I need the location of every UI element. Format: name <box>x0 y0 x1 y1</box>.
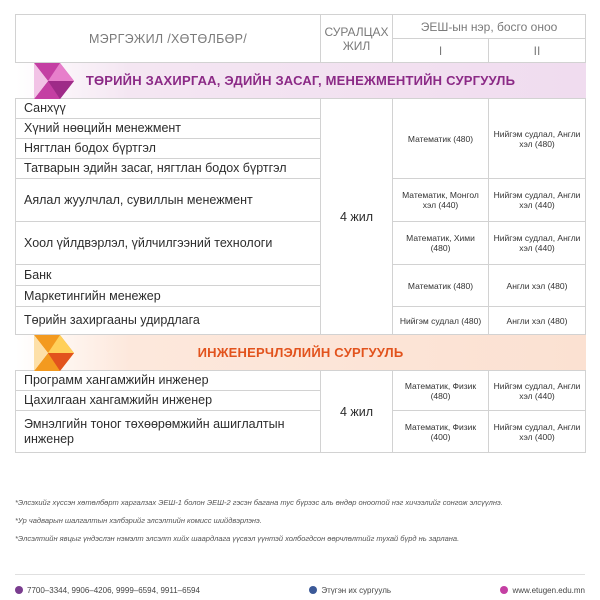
exam-1-cell: Математик, Физик (480) <box>393 371 489 411</box>
section-1-graphic <box>30 63 78 99</box>
exam-1-cell: Математик, Физик (400) <box>393 411 489 453</box>
phone-icon <box>15 586 23 594</box>
exam-1-cell: Математик, Монгол хэл (440) <box>393 179 489 222</box>
footer-phone <box>15 586 200 595</box>
exam-2-cell: Нийгэм судлал, Англи хэл (480) <box>489 99 586 179</box>
major-item: Нягтлан бодох бүртгэл <box>16 139 321 159</box>
footer-website[interactable] <box>500 586 585 595</box>
footer-divider <box>15 574 585 575</box>
major-item: Банк <box>16 265 321 286</box>
exam-2-cell: Нийгэм судлал, Англи хэл (440) <box>489 222 586 265</box>
exam-1-cell: Математик, Хими (480) <box>393 222 489 265</box>
exam-2-cell: Нийгэм судлал, Англи хэл (440) <box>489 179 586 222</box>
major-item: Цахилгаан хангамжийн инженер <box>16 391 321 411</box>
note-item: *Элсэхийг хүссэн хөтөлбөрт харгалзах ЭЕШ-1 болон ЭЕШ-2 гэсэн багана тус бүрээс аль өндөр оноотой нэг хичээлийг сонгож элсүүлнэ. <box>15 498 503 507</box>
footer-website-text[interactable]: www.etugen.edu.mn <box>512 585 585 595</box>
note-item: *Элсэлтийн явцыг үндэслэн нэмэлт элсэлт хийх шаардлага үүсвэл үүнтэй холбогдсон өөрчлөлтийг тухай бүрд нь зарлана. <box>15 534 460 543</box>
exam-2-cell: Англи хэл (480) <box>489 307 586 335</box>
section-banner-2 <box>16 335 586 371</box>
footer-facebook-text[interactable]: Этүгэн их сургууль <box>321 585 392 595</box>
header-exam-col-1: I <box>393 39 489 63</box>
header-exam: ЭЕШ-ын нэр, босго оноо <box>393 15 586 39</box>
exam-2-cell: Нийгэм судлал, Англи хэл (400) <box>489 411 586 453</box>
exam-1-cell: Нийгэм судлал (480) <box>393 307 489 335</box>
footer-phone-text: 7700–3344, 9906–4206, 9999–6594, 9911–6594 <box>27 585 200 595</box>
section-1-title: ТӨРИЙН ЗАХИРГАА, ЭДИЙН ЗАСАГ, МЕНЕЖМЕНТИЙН СУРГУУЛЬ <box>85 73 516 88</box>
globe-icon <box>500 586 508 594</box>
admission-table-container <box>15 14 585 453</box>
header-exam-col-2: II <box>489 39 586 63</box>
notes <box>15 498 585 552</box>
footer-facebook[interactable] <box>309 586 391 595</box>
admission-table <box>15 14 586 453</box>
study-years-2: 4 жил <box>321 371 393 453</box>
major-item: Төрийн захиргааны удирдлага <box>16 307 321 335</box>
major-item: Эмнэлгийн тоног төхөөрөмжийн ашиглалтын инженер <box>16 411 321 453</box>
header-years: СУРАЛЦАХ ЖИЛ <box>321 15 393 63</box>
major-item: Татварын эдийн засаг, нягтлан бодох бүртгэл <box>16 159 321 179</box>
header-major: МЭРГЭЖИЛ /ХӨТӨЛБӨР/ <box>16 15 321 63</box>
major-item: Программ хангамжийн инженер <box>16 371 321 391</box>
major-item: Хүний нөөцийн менежмент <box>16 119 321 139</box>
facebook-icon <box>309 586 317 594</box>
major-item: Санхүү <box>16 99 321 119</box>
note-item: *Ур чадварын шалгалтын хэлбэрийг элсэлтийн комисс шийдвэрлэнэ. <box>15 516 262 525</box>
exam-1-cell: Математик (480) <box>393 99 489 179</box>
major-item: Хоол үйлдвэрлэл, үйлчилгээний технологи <box>16 222 321 265</box>
section-2-title: ИНЖЕНЕРЧЛЭЛИЙН СУРГУУЛЬ <box>197 345 404 360</box>
exam-2-cell: Нийгэм судлал, Англи хэл (440) <box>489 371 586 411</box>
exam-1-cell: Математик (480) <box>393 265 489 307</box>
major-item: Аялал жуулчлал, сувиллын менежмент <box>16 179 321 222</box>
footer <box>15 584 585 596</box>
major-item: Маркетингийн менежер <box>16 286 321 307</box>
exam-2-cell: Англи хэл (480) <box>489 265 586 307</box>
section-2-graphic <box>30 335 78 371</box>
study-years-1: 4 жил <box>321 99 393 335</box>
section-banner-1 <box>16 63 586 99</box>
